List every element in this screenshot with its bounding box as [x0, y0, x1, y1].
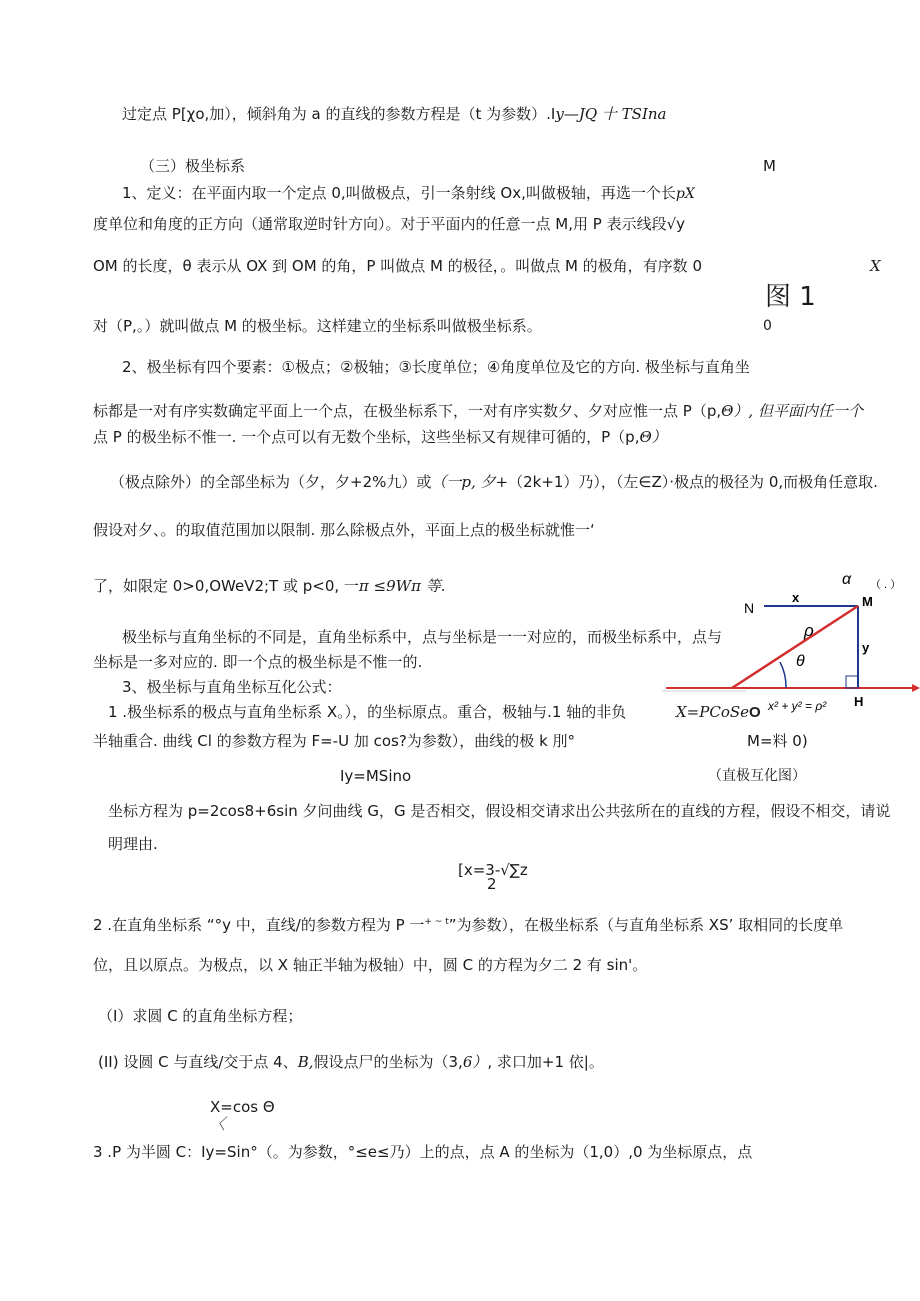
formula: [x=3-√∑z — [458, 861, 528, 879]
rho-label: ρ — [804, 621, 814, 640]
formula-label: x² + y² = ρ² — [768, 699, 827, 713]
rho-ray — [732, 606, 858, 688]
text-line: 坐标方程为 p=2cos8+6sin 夕问曲线 G，G 是否相交，假设相交请求出公共弦所在的直线的方程，假设不相交，请说 — [108, 802, 891, 820]
formula: X=cos Θ — [210, 1098, 275, 1116]
x-label: x — [792, 590, 800, 605]
polar-cartesian-diagram — [658, 570, 920, 720]
formula: M=料 0) — [747, 732, 808, 750]
figure-caption: （直极互化图） — [708, 768, 806, 784]
figure-title: 图 1 — [765, 282, 816, 312]
text-line: 对（P,。）就叫做点 M 的极坐标。这样建立的坐标系叫做极坐标系。 — [93, 317, 542, 335]
text-line: 度单位和角度的正方向（通常取逆时针方向）。对于平面内的任意一点 M,用 P 表示线段√y — [93, 215, 685, 233]
text-line: 半轴重合. 曲线 Cl 的参数方程为 F=-U 加 cos?为参数），曲线的极 k 刖° — [93, 732, 576, 750]
figure-label: 0 — [763, 318, 772, 334]
text-line: 点 P 的极坐标不惟一. 一个点可以有无数个坐标，这些坐标又有规律可循的，P（p,Θ） — [93, 428, 667, 446]
text-line: 2 .在直角坐标系 “°y 中，直线/的参数方程为 P 一$^{+ \sim t}$”为参数），在极坐标系（与直角坐标系 XS’ 取相同的长度单 — [93, 916, 844, 934]
text-line: 2、极坐标有四个要素：①极点；②极轴；③长度单位；④角度单位及它的方向. 极坐标与直角坐 — [122, 358, 750, 376]
figure-label: M — [763, 157, 776, 175]
text-line: 标都是一对有序实数确定平面上一个点，在极坐标系下，一对有序实数夕、夕对应惟一点 P（p,Θ）, 但平面内任一个 — [93, 402, 863, 420]
formula: 〈 — [210, 1115, 226, 1133]
text-line: 3 .P 为半圆 C：Iy=Sin°（。为参数，°≤e≤乃）上的点，点 A 的坐标为（1,0）,0 为坐标原点，点 — [93, 1143, 753, 1161]
y-label: y — [862, 640, 870, 655]
text-line: 位，且以原点。为极点，以 X 轴正半轴为极轴）中，圆 C 的方程为夕二 2 有 sin'。 — [93, 956, 648, 974]
formula: 2 — [487, 875, 497, 893]
text-line: 了，如限定 0>0,OWeV2;T 或 p<0, 一π ≤9Wπ 等. — [93, 577, 446, 595]
text-line: 1、定义：在平面内取一个定点 0,叫做极点，引一条射线 Ox,叫做极轴，再选一个长pX — [122, 184, 695, 202]
n-label: N — [744, 600, 755, 616]
text-line: （极点除外）的全部坐标为（夕，夕+2%九）或（一p, 夕+（2k+1）乃），（左∈Z）·极点的极径为 0,而极角任意取. — [110, 473, 878, 491]
section-heading: （三）极坐标系 — [140, 157, 246, 175]
m-label: M — [862, 594, 873, 609]
figure-label: X — [870, 257, 881, 275]
formula: Iy=MSino — [340, 767, 412, 785]
text-line: (II) 设圆 C 与直线/交于点 4、B,假设点尸的坐标为（3,6）, 求口加+1 依|。 — [98, 1053, 604, 1071]
text-line: 1 .极坐标系的极点与直角坐标系 X。），的坐标原点。重合，极轴与.1 轴的非负 — [108, 703, 627, 721]
theta-arc — [780, 662, 786, 688]
text-line: 极坐标与直角坐标的不同是，直角坐标系中，点与坐标是一一对应的，而极坐标系中，点与 — [122, 628, 723, 646]
alpha-note: （ . ） — [870, 579, 902, 591]
h-label: H — [854, 694, 864, 709]
text-line: 假设对夕、。的取值范围加以限制. 那么除极点外，平面上点的极坐标就惟一‘ — [93, 521, 595, 539]
text-line: 3、极坐标与直角坐标互化公式： — [122, 678, 342, 696]
right-angle-mark — [846, 676, 858, 688]
text-line: 明理由. — [108, 835, 158, 853]
text-line: OM 的长度，θ 表示从 OX 到 OM 的角，P 叫做点 M 的极径，。叫做点 M 的极角，有序数 0 — [93, 257, 702, 275]
alpha-label: α — [842, 571, 852, 588]
text-line: 坐标是一多对应的. 即一个点的极坐标是不惟一的. — [93, 653, 423, 671]
formula: X=PCoSeO — [676, 703, 761, 721]
axis-arrow-icon — [912, 684, 920, 692]
theta-label: θ — [796, 653, 805, 670]
text-line: （I）求圆 C 的直角坐标方程； — [98, 1007, 303, 1025]
text-line: 过定点 P[χo,加），倾斜角为 a 的直线的参数方程是（t 为参数）.Iy—JQ 十 TSIna — [122, 105, 667, 123]
